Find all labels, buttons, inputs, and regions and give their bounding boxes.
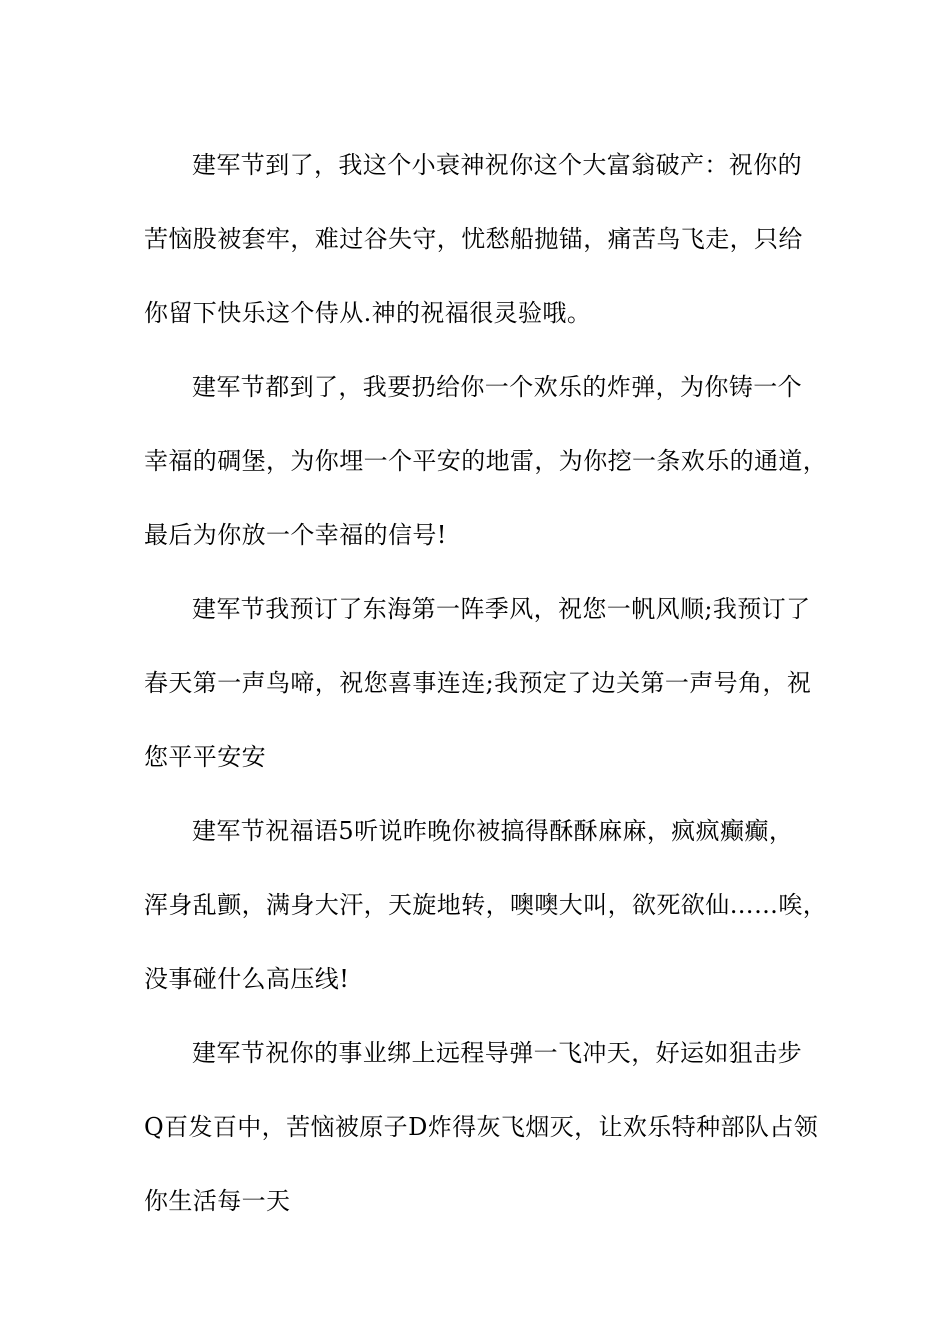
paragraph-2 [144,350,829,572]
paragraph-line: 您平平安安 [144,743,266,771]
paragraph-line: 建军节祝你的事业绑上远程导弹一飞冲天，好运如狙击步 [192,1039,802,1067]
paragraph-line: 没事碰什么高压线! [144,965,350,993]
paragraph-line: 建军节都到了，我要扔给你一个欢乐的炸弹，为你铸一个 [192,373,802,401]
paragraph-line: 你留下快乐这个侍从.神的祝福很灵验哦。 [144,299,592,327]
paragraph-line: 浑身乱颤，满身大汗，天旋地转，噢噢大叫，欲死欲仙……唉， [144,891,828,919]
paragraph-line: Q百发百中，苦恼被原子D炸得灰飞烟灭，让欢乐特种部队占领 [144,1113,819,1141]
paragraph-line: 建军节到了，我这个小衰神祝你这个大富翁破产：祝你的 [192,151,802,179]
paragraph-line: 建军节祝福语5听说昨晚你被搞得酥酥麻麻，疯疯癫癫， [192,817,794,845]
paragraph-line: 最后为你放一个幸福的信号! [144,521,447,549]
paragraph-3 [144,572,829,794]
document-body [144,128,829,1238]
paragraph-line: 苦恼股被套牢，难过谷失守，忧愁船抛锚，痛苦鸟飞走，只给 [144,225,803,253]
paragraph-line: 幸福的碉堡，为你埋一个平安的地雷，为你挖一条欢乐的通道， [144,447,828,475]
paragraph-line: 你生活每一天 [144,1187,291,1215]
paragraph-5 [144,1016,829,1238]
paragraph-1 [144,128,829,350]
paragraph-line: 春天第一声鸟啼，祝您喜事连连;我预定了边关第一声号角，祝 [144,669,812,697]
paragraph-4 [144,794,829,1016]
paragraph-line: 建军节我预订了东海第一阵季风，祝您一帆风顺;我预订了 [192,595,811,623]
